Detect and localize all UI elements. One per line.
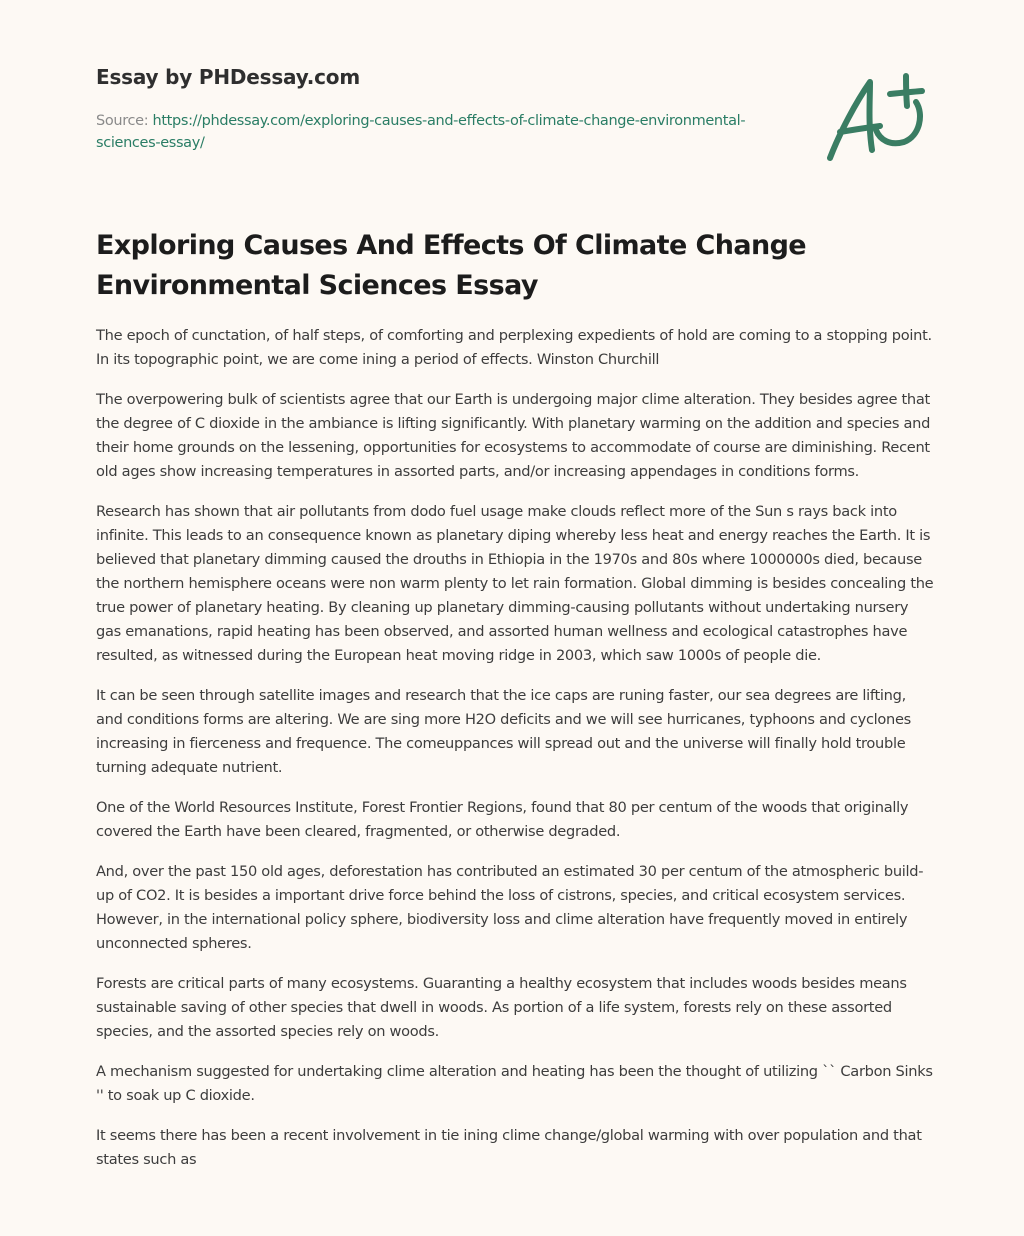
essay-paragraph: It can be seen through satellite images and research that the ice caps are runing faster, our sea degrees are lifting, and conditions forms are altering. We are sing more H2O deficits and we will see hurricanes, typhoons and cyclones increasing in fierceness and frequence. The comeuppances will spread out and the universe will finally hold trouble turning adequate nutrient.	[96, 687, 911, 776]
essay-paragraph: One of the World Resources Institute, Forest Frontier Regions, found that 80 per centum of the woods that originally covered the Earth have been cleared, fragmented, or otherwise degraded.	[96, 799, 909, 840]
essay-title: Exploring Causes And Effects Of Climate Change Environmental Sciences Essay	[96, 230, 807, 301]
essay-body	[96, 324, 936, 1188]
source-label: Source:	[96, 113, 153, 129]
essay-paragraph: The overpowering bulk of scientists agree that our Earth is undergoing major clime alteration. They besides agree that the degree of C dioxide in the ambiance is lifting significantly. With planetary warming on the addition and species and their home grounds on the lessening, opportunities for ecosystems to accommodate of course are diminishing. Recent old ages show increasing temperatures in assorted parts, and/or increasing appendages in conditions forms.	[96, 391, 931, 480]
essay-paragraph: Research has shown that air pollutants from dodo fuel usage make clouds reflect more of the Sun s rays back into infinite. This leads to an consequence known as planetary diping whereby less heat and energy reaches the Earth. It is believed that planetary dimming caused the drouths in Ethiopia in the 1970s and 80s where 1000000s died, because the northern hemisphere oceans were non warm plenty to let rain formation. Global dimming is besides concealing the true power of planetary heating. By cleaning up planetary dimming-causing pollutants without undertaking nursery gas emanations, rapid heating has been observed, and assorted human wellness and ecological catastrophes have resulted, as witnessed during the European heat moving ridge in 2003, which saw 1000s of people die.	[96, 503, 934, 664]
site-title: Essay by PHDessay.com	[96, 65, 360, 89]
source-line	[96, 110, 776, 154]
essay-paragraph: It seems there has been a recent involvement in tie ining clime change/global warming with over population and that states such as	[96, 1127, 922, 1168]
essay-paragraph: Forests are critical parts of many ecosystems. Guaranting a healthy ecosystem that includes woods besides means sustainable saving of other species that dwell in woods. As portion of a life system, forests rely on these assorted species, and the assorted species rely on woods.	[96, 975, 907, 1040]
essay-paragraph: And, over the past 150 old ages, deforestation has contributed an estimated 30 per centum of the atmospheric build-up of CO2. It is besides a important drive force behind the loss of cistrons, species, and critical ecosystem services. However, in the international policy sphere, biodiversity loss and clime alteration have frequently moved in entirely unconnected spheres.	[96, 863, 924, 952]
essay-paragraph: A mechanism suggested for undertaking clime alteration and heating has been the thought of utilizing `` Carbon Sinks '' to soak up C dioxide.	[96, 1063, 933, 1104]
source-link[interactable]: https://phdessay.com/exploring-causes-and-effects-of-climate-change-environmental-sciences-essay/	[96, 113, 746, 151]
a-plus-grade-icon	[818, 66, 930, 166]
page-header	[96, 62, 776, 154]
essay-paragraph: The epoch of cunctation, of half steps, of comforting and perplexing expedients of hold are coming to a stopping point. In its topographic point, we are come ining a period of effects. Winston Churchill	[96, 327, 932, 368]
